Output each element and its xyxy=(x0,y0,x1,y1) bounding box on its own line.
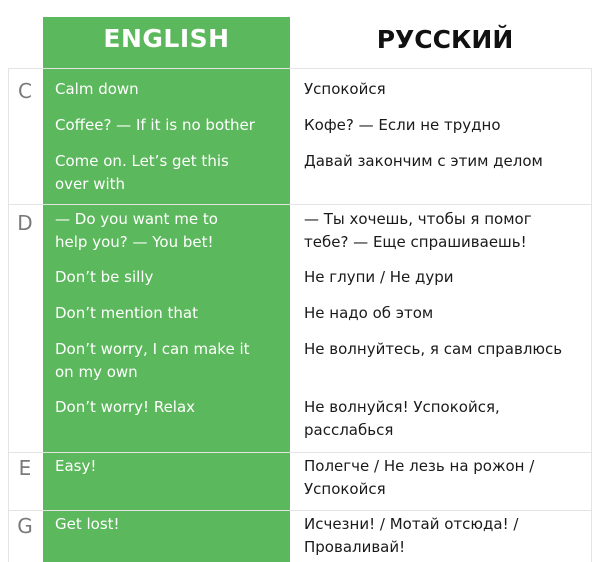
section-letter-d: D xyxy=(17,211,33,235)
russian-phrase: Исчезни! / Мотай отсюда! / Проваливай! xyxy=(304,515,519,556)
english-phrase: Don’t mention that xyxy=(55,304,198,322)
section-divider xyxy=(8,510,592,511)
russian-phrase: — Ты хочешь, чтобы я помог тебе? — Еще спрашиваешь! xyxy=(304,210,532,251)
russian-phrase: Полегче / Не лезь на рожон / Успокойся xyxy=(304,457,535,498)
english-header: ENGLISH xyxy=(103,24,230,53)
section-letter-g: G xyxy=(17,514,33,538)
russian-phrase: Не волнуйтесь, я сам справлюсь xyxy=(304,340,563,358)
russian-phrase: Не глупи / Не дури xyxy=(304,268,454,286)
russian-phrase: Успокойся xyxy=(304,80,386,98)
section-letter-e: E xyxy=(18,456,32,480)
english-phrase: Easy! xyxy=(55,457,97,475)
section-divider xyxy=(8,204,592,205)
english-phrase: Don’t be silly xyxy=(55,268,154,286)
english-phrase: Don’t worry! Relax xyxy=(55,398,196,416)
english-phrase: Calm down xyxy=(55,80,139,98)
english-phrase: — Do you want me to help you? — You bet! xyxy=(55,210,218,251)
russian-phrase: Не надо об этом xyxy=(304,304,434,322)
russian-phrase: Не волнуйся! Успокойся, расслабься xyxy=(304,398,500,439)
russian-header: РУССКИЙ xyxy=(376,25,514,54)
russian-phrase: Давай закончим с этим делом xyxy=(304,152,543,170)
russian-phrase: Кофе? — Если не трудно xyxy=(304,116,501,134)
english-phrase: Get lost! xyxy=(55,515,120,533)
english-phrase: Coffee? — If it is no bother xyxy=(55,116,255,134)
section-divider xyxy=(8,452,592,453)
table-left-edge xyxy=(8,68,9,562)
section-letter-c: C xyxy=(18,79,32,103)
english-phrase: Don’t worry, I can make it on my own xyxy=(55,340,250,381)
section-divider xyxy=(8,68,592,69)
english-phrase: Come on. Let’s get this over with xyxy=(55,152,229,193)
